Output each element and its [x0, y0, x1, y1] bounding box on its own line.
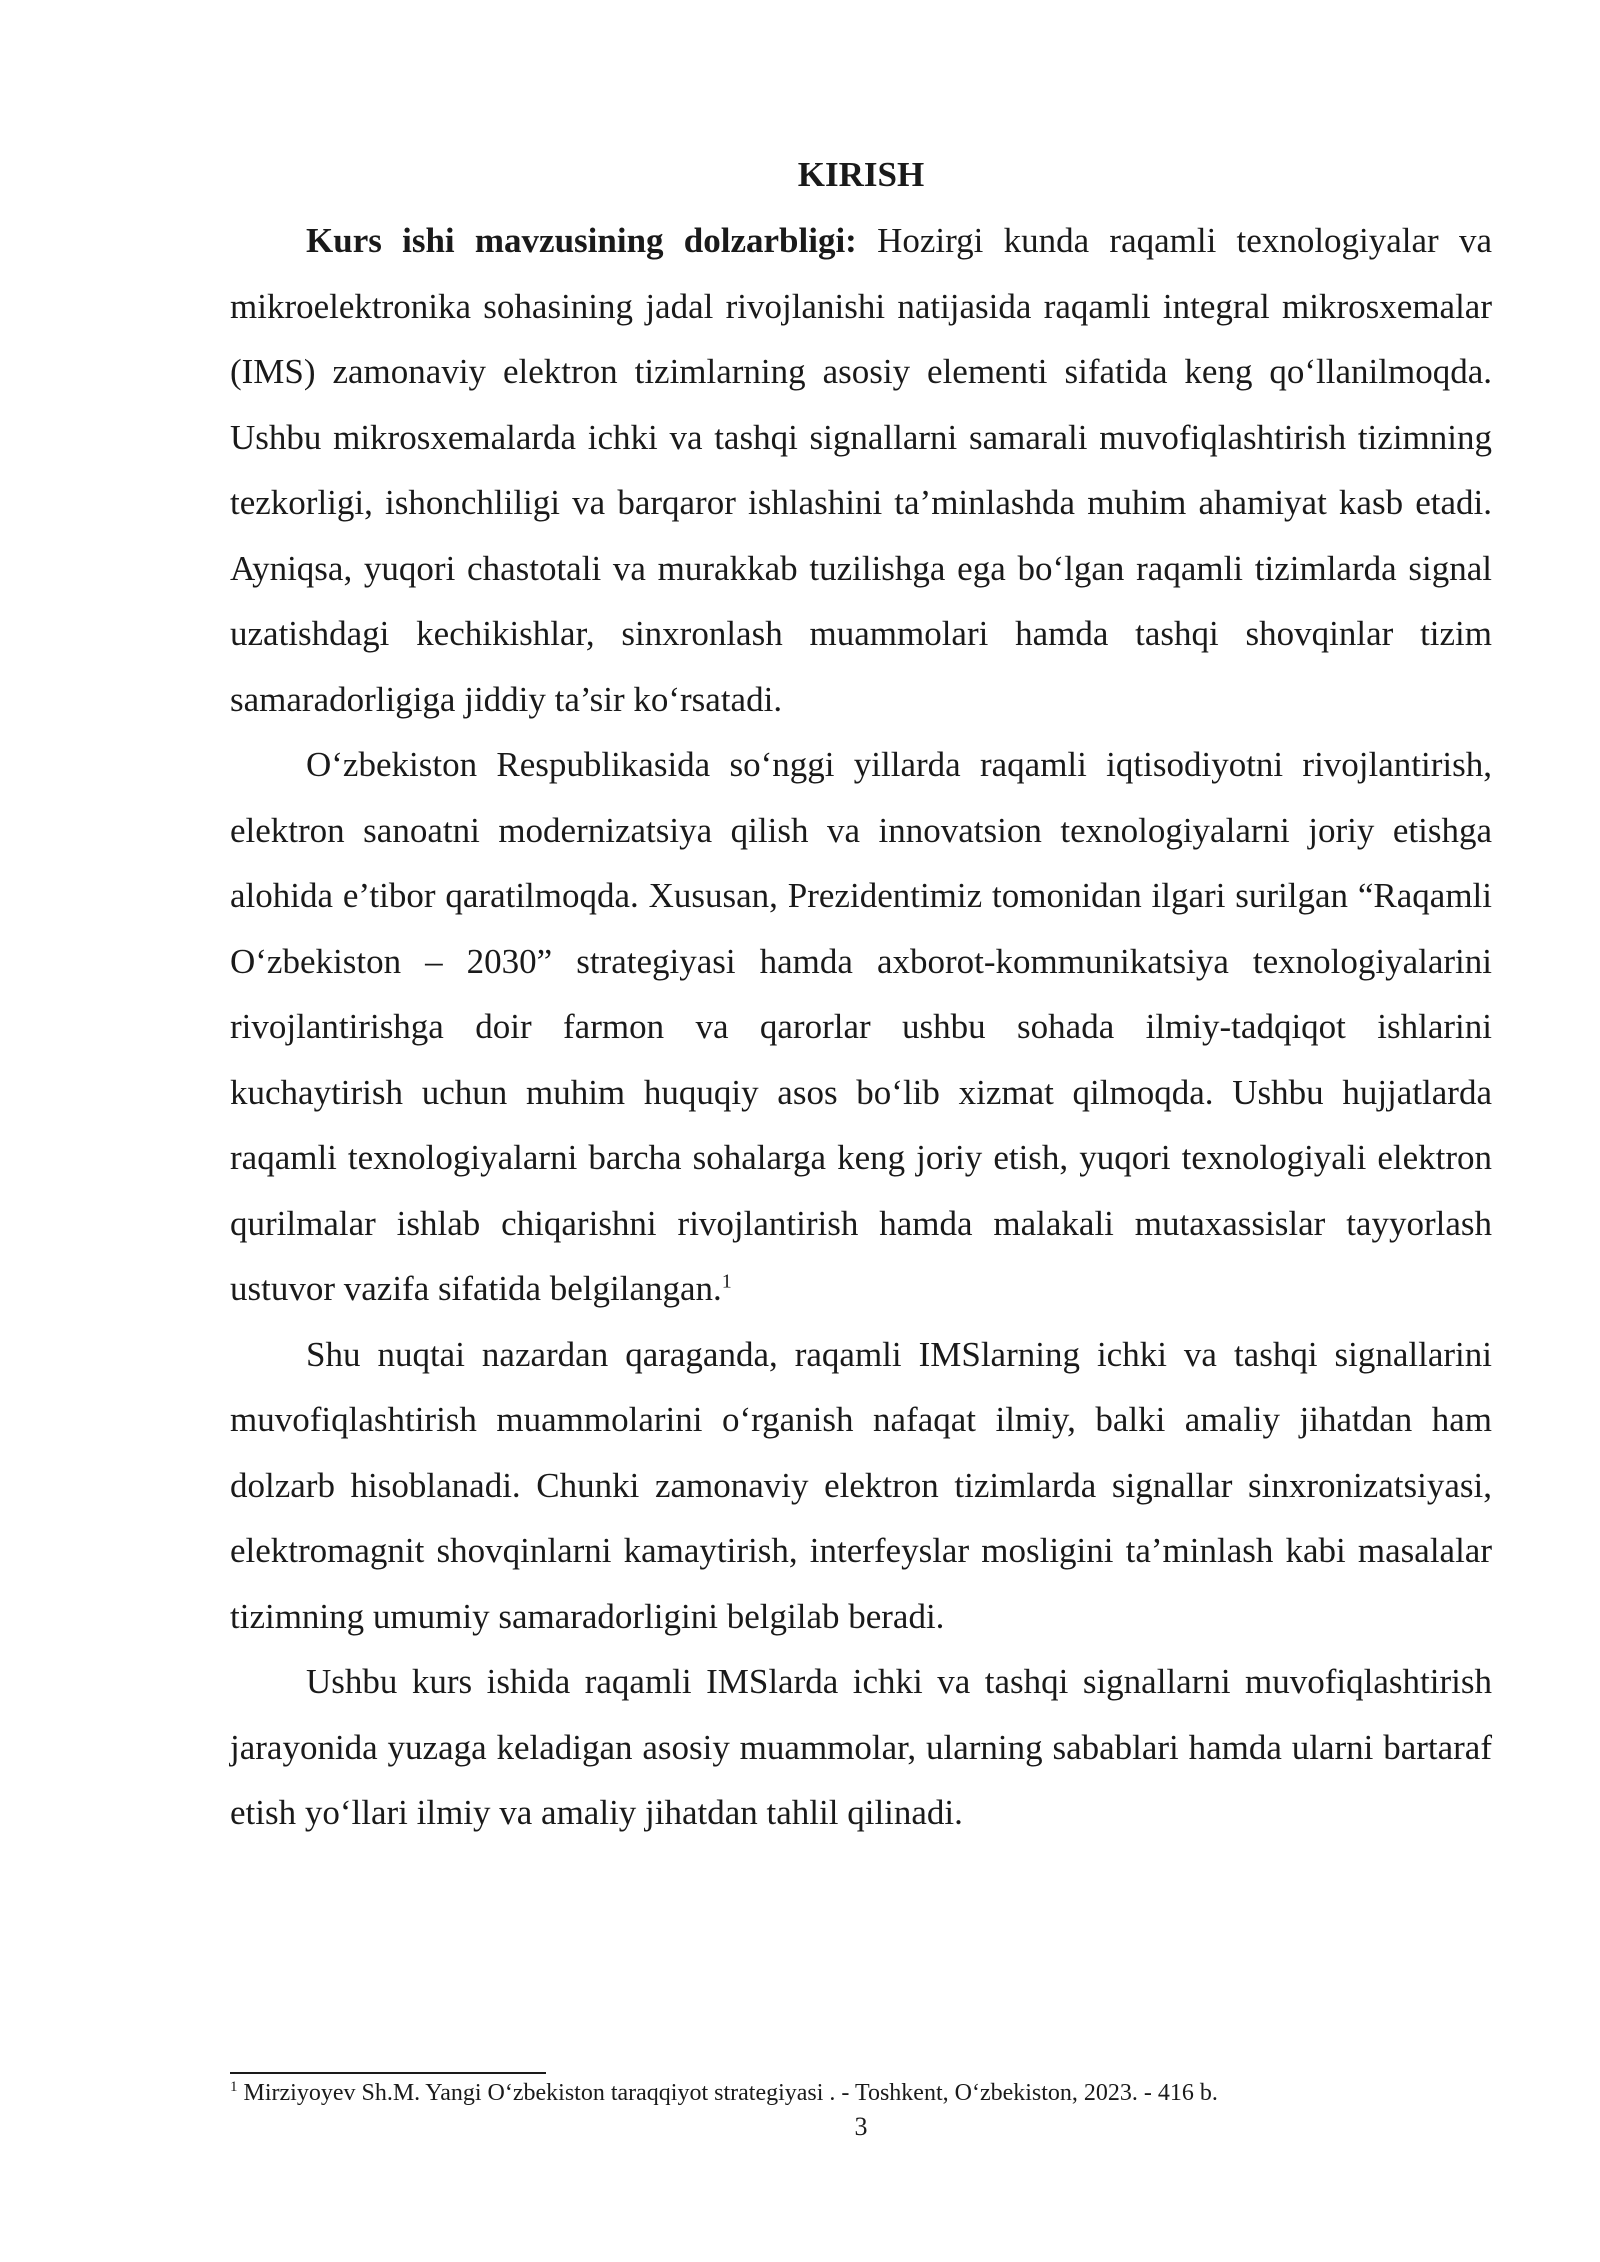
- footnote-separator: [230, 2072, 546, 2074]
- paragraph-relevance: [230, 208, 1492, 732]
- footnote: [230, 2078, 1492, 2108]
- section-heading: KIRISH: [797, 155, 925, 194]
- paragraph-lead: Kurs ishi mavzusining dolzarbligi:: [306, 221, 857, 260]
- paragraph-viewpoint: [230, 1322, 1492, 1650]
- document-page: [230, 0, 1492, 2262]
- footnote-text: Mirziyoyev Sh.M. Yangi O‘zbekiston taraqqiyot strategiyasi . - Toshkent, O‘zbekiston, 2023. - 416 b.: [237, 2080, 1218, 2106]
- paragraph-text: Ushbu kurs ishida raqamli IMSlarda ichki va tashqi signallarni muvofiqlashtirish jarayonida yuzaga keladigan asosiy muammolar, ularning sabablari hamda ularni bartaraf etish yo‘llari ilmiy va amaliy jihatdan tahlil qilinadi.: [230, 1662, 1492, 1832]
- paragraph-uzbekistan: [230, 732, 1492, 1322]
- footnote-number: 1: [230, 2079, 238, 2095]
- paragraph-scope: [230, 1649, 1492, 1846]
- page-number: 3: [854, 2112, 868, 2141]
- paragraph-text: O‘zbekiston Respublikasida so‘nggi yillarda raqamli iqtisodiyotni rivojlantirish, elektron sanoatni modernizatsiya qilish va innovatsion texnologiyalarni joriy etishga alohida e’tibor qaratilmoqda. Xususan, Prezidentimiz tomonidan ilgari surilgan “Raqamli O‘zbekiston – 2030” strategiyasi hamda axborot-kommunikatsiya texnologiyalarini rivojlantirishga doir farmon va qarorlar ushbu sohada ilmiy-tadqiqot ishlarini kuchaytirish uchun muhim huquqiy asos bo‘lib xizmat qilmoqda. Ushbu hujjatlarda raqamli texnologiyalarni barcha sohalarga keng joriy etish, yuqori texnologiyali elektron qurilmalar ishlab chiqarishni rivojlantirish hamda malakali mutaxassislar tayyorlash ustuvor vazifa sifatida belgilangan.: [230, 745, 1492, 1308]
- body-text: [230, 208, 1492, 1846]
- paragraph-text: Hozirgi kunda raqamli texnologiyalar va mikroelektronika sohasining jadal rivojlanishi natijasida raqamli integral mikrosxemalar (IMS) zamonaviy elektron tizimlarning asosiy elementi sifatida keng qo‘llanilmoqda. Ushbu mikrosxemalarda ichki va tashqi signallarni samarali muvofiqlashtirish tizimning tezkorligi, ishonchliligi va barqaror ishlashini ta’minlashda muhim ahamiyat kasb etadi. Ayniqsa, yuqori chastotali va murakkab tuzilishga ega bo‘lgan raqamli tizimlarda signal uzatishdagi kechikishlar, sinxronlash muammolari hamda tashqi shovqinlar tizim samaradorligiga jiddiy ta’sir ko‘rsatadi.: [230, 221, 1492, 719]
- paragraph-text: Shu nuqtai nazardan qaraganda, raqamli IMSlarning ichki va tashqi signallarini muvofiqlashtirish muammolarini o‘rganish nafaqat ilmiy, balki amaliy jihatdan ham dolzarb hisoblanadi. Chunki zamonaviy elektron tizimlarda signallar sinxronizatsiyasi, elektromagnit shovqinlarni kamaytirish, interfeyslar mosligini ta’minlash kabi masalalar tizimning umumiy samaradorligini belgilab beradi.: [230, 1334, 1492, 1636]
- footnote-reference[interactable]: 1: [721, 1270, 732, 1293]
